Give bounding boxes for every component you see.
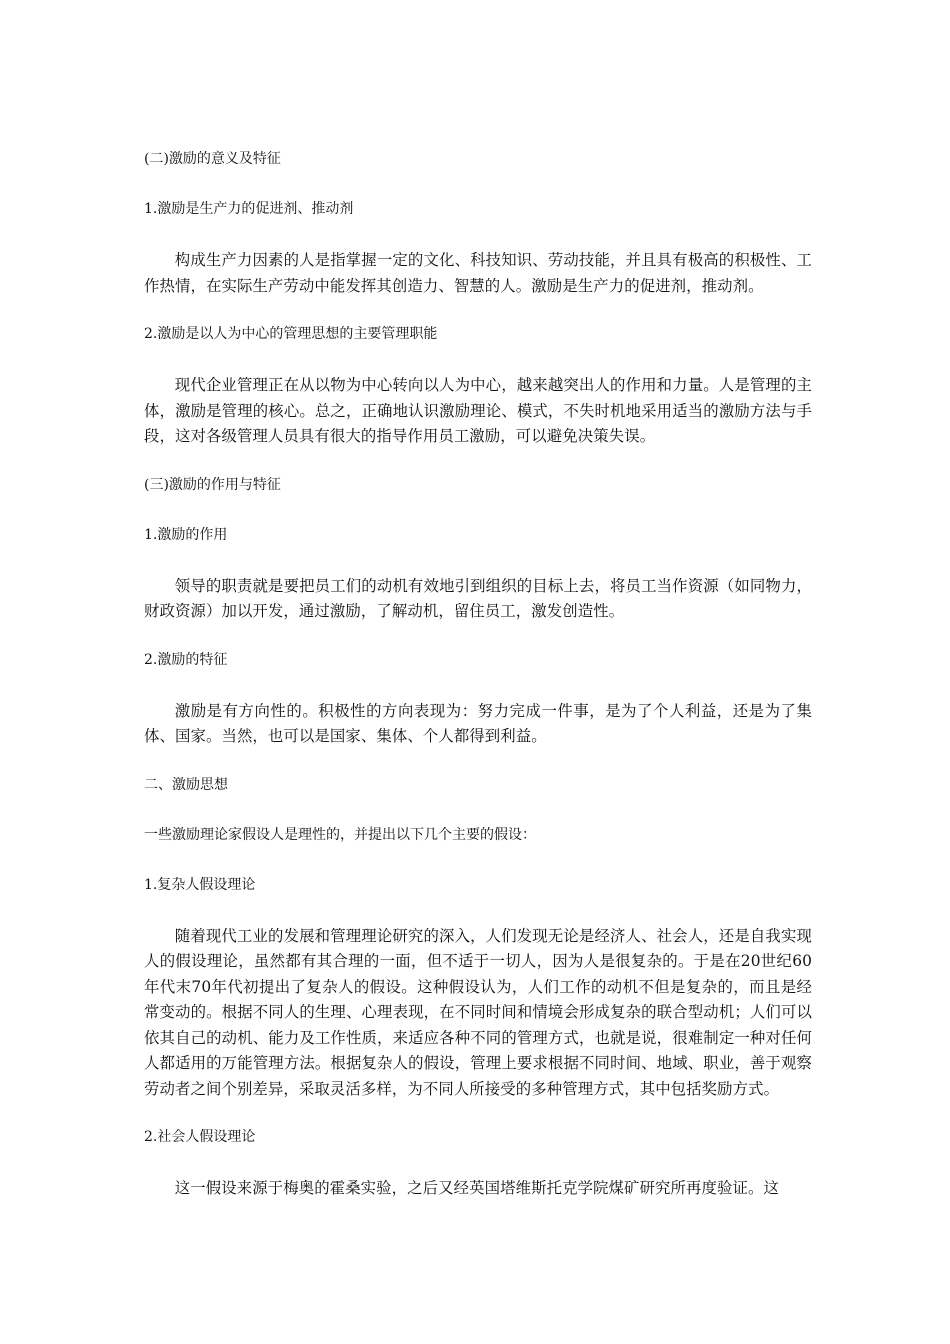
subsection-heading: 1.激励的作用	[144, 526, 228, 543]
document-body	[144, 148, 812, 1202]
subsection-heading: 2.激励的特征	[144, 651, 228, 668]
subsection-heading: 2.社会人假设理论	[144, 1129, 256, 1145]
section-heading: (二)激励的意义及特征	[144, 151, 281, 167]
paragraph: 激励是有方向性的。积极性的方向表现为：努力完成一件事，是为了个人利益，还是为了集体、国家。当然，也可以是国家、集体、个人都得到利益。	[144, 701, 812, 745]
paragraph: 构成生产力因素的人是指掌握一定的文化、科技知识、劳动技能，并且具有极高的积极性、工作热情，在实际生产劳动中能发挥其创造力、智慧的人。激励是生产力的促进剂，推动剂。	[144, 251, 812, 295]
subsection-heading: 2.激励是以人为中心的管理思想的主要管理职能	[144, 326, 438, 342]
subsection-heading: 1.激励是生产力的促进剂、推动剂	[144, 201, 354, 217]
paragraph: 现代企业管理正在从以物为中心转向以人为中心，越来越突出人的作用和力量。人是管理的主体，激励是管理的核心。总之，正确地认识激励理论、模式，不失时机地采用适当的激励方法与手段，这对各级管理人员具有很大的指导作用员工激励，可以避免决策失误。	[144, 376, 812, 445]
paragraph: 这一假设来源于梅奥的霍桑实验，之后又经英国塔维斯托克学院煤矿研究所再度验证。这	[174, 1179, 779, 1197]
intro-line: 一些激励理论家假设人是理性的，并提出以下几个主要的假设：	[144, 826, 536, 843]
chapter-heading: 二、激励思想	[144, 776, 228, 793]
subsection-heading: 1.复杂人假设理论	[144, 876, 256, 893]
section-heading: (三)激励的作用与特征	[144, 476, 281, 493]
paragraph: 随着现代工业的发展和管理理论研究的深入，人们发现无论是经济人、社会人，还是自我实现人的假设理论，虽然都有其合理的一面，但不适于一切人，因为人是很复杂的。于是在20世纪60年代末70年代初提出了复杂人的假设。这种假设认为，人们工作的动机不但是复杂的，而且是经常变动的。根据不同人的生理、心理表现，在不同时间和情境会形成复杂的联合型动机；人们可以依其自己的动机、能力及工作性质，来适应各种不同的管理方式，也就是说，很难制定一种对任何人都适用的万能管理方法。根据复杂人的假设，管理上要求根据不同时间、地域、职业，善于观察劳动者之间个别差异，采取灵活多样，为不同人所接受的多种管理方式，其中包括奖励方式。	[144, 926, 812, 1098]
paragraph: 领导的职责就是要把员工们的动机有效地引到组织的目标上去，将员工当作资源（如同物力，财政资源）加以开发，通过激励，了解动机，留住员工，激发创造性。	[144, 576, 812, 620]
